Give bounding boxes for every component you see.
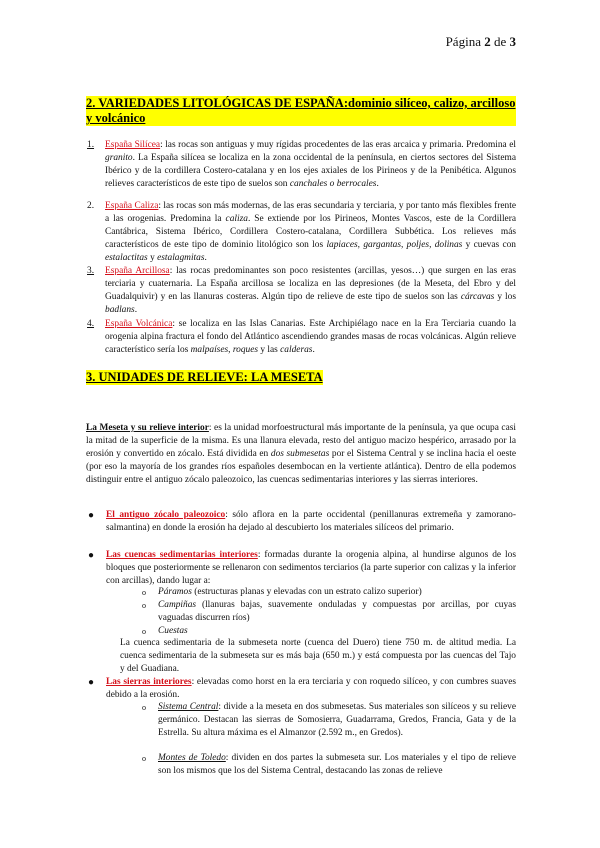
list-item-silicea: 1. España Silícea: las rocas son antiguas y muy rígidas procedentes de las eras arcaica y primaria. Predomina el granito. La España silícea se localiza en la zona occidental de la península, en ciertos sectores del Sistema Ibérico y de la cordillera Costero-catalana y en los ejes axiales de los Pirineos y de la Penibética. Algunos relieves característicos de este tipo de suelos son canchales o berrocales. [87,140,516,189]
bullet-cuencas: ● Las cuencas sedimentarias interiores: formadas durante la orogenia alpina, al hundirse algunos de los bloques que posteriormente se rellenaron con sedimentos terciarios (la parte superior con calizas y la inferior con arcillas), dando lugar a: [88,550,516,586]
sub-item-sistema-central: o Sistema Central: divide a la meseta en dos submesetas. Sus materiales son silíceos y su relieve germánico. Destacan las sierras de Somosierra, Guadarrama, Gredos, Francia, Gata y de la Estrella. Su altura máxima es el Almanzor (2.592 m., en Gredos). [142,702,517,738]
bullet-sierras: ● Las sierras interiores: elevadas como horst en la era terciaria y con roquedo silíceo, y con cumbres suaves debido a la erosión. [88,677,516,700]
list-item-arcillosa: 3. España Arcillosa: las rocas predominantes son poco resistentes (arcillas, yesos…) que surgen en las eras terciaria y cuaternaria. La España arcillosa se localiza en las depresiones (de la Meseta, del Ebro y del Guadalquivir) y en las llanuras costeras. Algún tipo de relieve de este tipo de suelos son las cárcavas y los badlans. [87,266,516,315]
section-3-title: 3. UNIDADES DE RELIEVE: LA MESETA [86,370,323,384]
sub-item-cuestas: o Cuestas [142,626,188,636]
cuencas-note: La cuenca sedimentaria de la submeseta norte (cuenca del Duero) tiene 750 m. de altitud media. La cuenca sedimentaria de la submeseta sur es más baja (650 m.) y está compuesta por las cuencas del Tajo y del Guadiana. [120,638,516,674]
section-2-title: 2. VARIEDADES LITOLÓGICAS DE ESPAÑA:dominio silíceo, calizo, arcilloso y volcánico [86,96,516,125]
meseta-intro-paragraph: La Meseta y su relieve interior: es la unidad morfoestructural más importante de la península, ya que ocupa casi la mitad de la superficie de la misma. Es una llanura elevada, resto del antiguo macizo hespérico, arrasado por la erosión y convertido en zócalo. Está dividida en dos submesetas por el Sistema Central y se inclina hacia el oeste (por eso la mayoría de los grandes ríos españoles desembocan en la vertiente atlántica). Dentro de ella podemos distinguir entre el antiguo zócalo paleozoico, las cuencas sedimentarias interiores y las sierras interiores. [86,423,517,485]
bullet-zocalo: ● El antiguo zócalo paleozoico: sólo aflora en la parte occidental (penillanuras extremeña y zamorano-salmantina) en donde la erosión ha dejado al descubierto los materiales silíceos del primario. [88,510,516,533]
page-number-header: Página 2 de 3 [445,34,516,49]
list-item-caliza: 2. España Caliza: las rocas son más modernas, de las eras secundaria y terciaria, y por tanto más flexibles frente a las orogenias. Predomina la caliza. Se extiende por los Pirineos, Montes Vascos, este de la Cordillera Cantábrica, Sistema Ibérico, Cordillera Costero-catalana, Cordillera Subbética. Los relieves más característicos de este tipo de dominio litológico son los lapiaces, gargantas, poljes, dolinas y cuevas con estalactitas y estalagmitas. [87,201,516,263]
sub-item-paramos: o Páramos (estructuras planas y elevadas con un estrato calizo superior) [142,587,422,597]
sub-item-campinas: o Campiñas (llanuras bajas, suavemente onduladas y compuestas por arcillas, por cuyas vaguadas discurren ríos) [142,600,516,623]
sub-item-montes-toledo: o Montes de Toledo: dividen en dos partes la submeseta sur. Los materiales y el tipo de relieve son los mismos que los del Sistema Central, destacando las zonas de relieve [142,753,516,776]
list-item-volcanica: 4. España Volcánica: se localiza en las Islas Canarias. Este Archipiélago nace en la Era Terciaria cuando la orogenia alpina fractura el fondo del Atlántico ascendiendo grandes masas de rocas volcánicas. Algún relieve característico sería los malpaíses, roques y las calderas. [87,319,517,355]
